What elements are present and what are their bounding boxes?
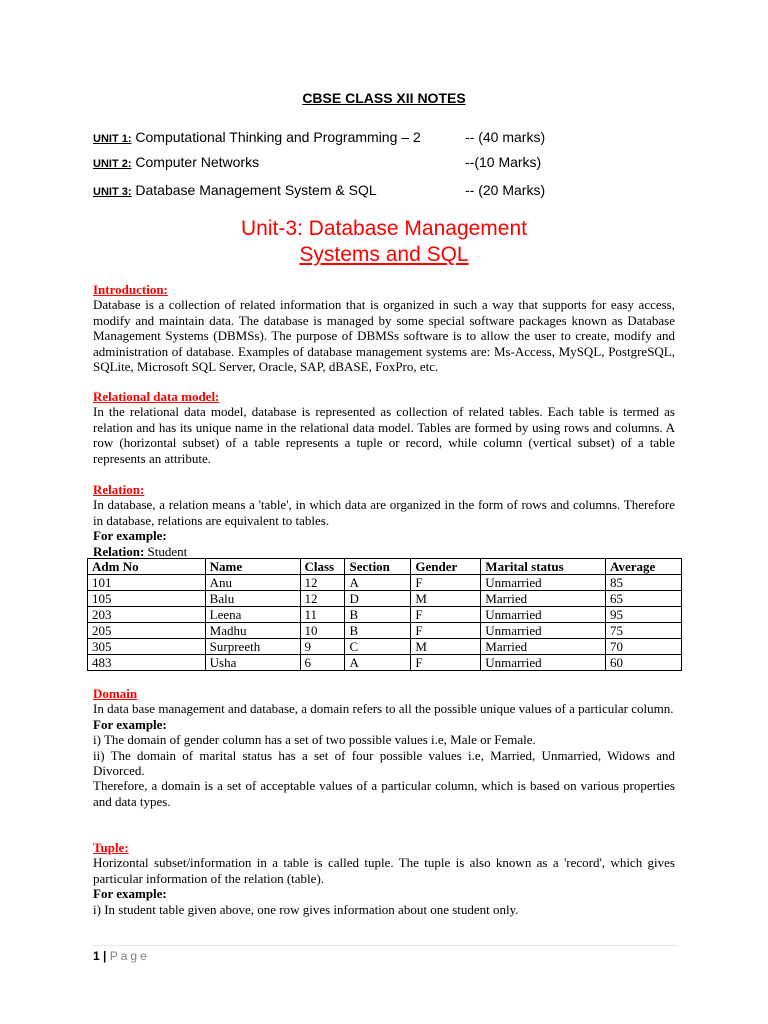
- introduction-text: Database is a collection of related information that is organized in such a way that supports for easy access, modify and maintain data. The database is managed by some special software packages known as Database Management Systems (DBMSs). The purpose of DBMSs software is to allow the user to create, modify and administration of database. Examples of database management systems are: Ms-Access, MySQL, PostgreSQL, SQLite, Microsoft SQL Server, Oracle, SAP, dBASE, FoxPro, etc.: [93, 297, 675, 375]
- page-word: Page: [109, 949, 150, 963]
- introduction-section: [93, 282, 675, 374]
- table-cell: F: [411, 607, 481, 623]
- unit-3-label: UNIT 3:: [93, 186, 132, 198]
- unit-1-row: [93, 129, 693, 145]
- unit-3-marks: -- (20 Marks): [465, 182, 546, 198]
- page-footer: [93, 949, 150, 963]
- table-cell: Surpreeth: [205, 639, 300, 655]
- table-cell: Anu: [205, 575, 300, 591]
- relation-section: [93, 482, 675, 559]
- table-cell: 11: [300, 607, 345, 623]
- student-table: [87, 558, 682, 671]
- table-cell: 60: [606, 655, 682, 671]
- table-cell: 305: [88, 639, 206, 655]
- table-cell: 6: [300, 655, 345, 671]
- table-header-cell: Section: [345, 559, 411, 575]
- relation-name: Student: [144, 543, 188, 559]
- table-cell: C: [345, 639, 411, 655]
- domain-title: Domain: [93, 686, 138, 701]
- table-cell: 75: [606, 623, 682, 639]
- table-row: [88, 575, 682, 591]
- table-cell: 70: [606, 639, 682, 655]
- tuple-example-label: For example:: [93, 886, 167, 902]
- table-row: [88, 591, 682, 607]
- table-cell: A: [345, 655, 411, 671]
- table-cell: 12: [300, 591, 345, 607]
- table-cell: 9: [300, 639, 345, 655]
- table-cell: Usha: [205, 655, 300, 671]
- table-cell: Married: [481, 591, 606, 607]
- table-row: [88, 639, 682, 655]
- table-header-cell: Class: [300, 559, 345, 575]
- document-title: CBSE CLASS XII NOTES: [302, 90, 466, 106]
- page-number: 1: [93, 949, 100, 963]
- table-cell: B: [345, 623, 411, 639]
- table-cell: B: [345, 607, 411, 623]
- table-header-cell: Name: [205, 559, 300, 575]
- table-header-cell: Gender: [411, 559, 481, 575]
- table-cell: Madhu: [205, 623, 300, 639]
- relation-name-line: [93, 544, 675, 559]
- unit-2-label: UNIT 2:: [93, 158, 132, 170]
- relational-model-section: [93, 389, 675, 466]
- table-cell: F: [411, 623, 481, 639]
- domain-conclusion: Therefore, a domain is a set of acceptable values of a particular column, which is based on various properties and data types.: [93, 778, 675, 809]
- table-header-cell: Marital status: [481, 559, 606, 575]
- table-cell: F: [411, 655, 481, 671]
- introduction-title: Introduction:: [93, 282, 168, 297]
- table-cell: 483: [88, 655, 206, 671]
- tuple-section: [93, 840, 675, 917]
- table-cell: Leena: [205, 607, 300, 623]
- table-cell: 12: [300, 575, 345, 591]
- table-cell: D: [345, 591, 411, 607]
- unit-1-title: Computational Thinking and Programming – 2: [131, 129, 421, 145]
- table-cell: 101: [88, 575, 206, 591]
- unit-2-row: [93, 154, 693, 170]
- table-row: [88, 623, 682, 639]
- table-row: [88, 607, 682, 623]
- table-cell: 203: [88, 607, 206, 623]
- unit-3-title: Database Management System & SQL: [131, 182, 377, 198]
- tuple-title: Tuple:: [93, 840, 129, 855]
- table-cell: 105: [88, 591, 206, 607]
- table-cell: Unmarried: [481, 607, 606, 623]
- table-cell: 205: [88, 623, 206, 639]
- domain-text: In data base management and database, a domain refers to all the possible unique values of a particular column.: [93, 701, 674, 717]
- table-cell: Unmarried: [481, 575, 606, 591]
- table-cell: Married: [481, 639, 606, 655]
- unit-heading: [0, 216, 768, 268]
- domain-item-1: i) The domain of gender column has a set of two possible values i.e, Male or Female.: [93, 732, 536, 748]
- relation-example-label: For example:: [93, 528, 167, 544]
- relation-title: Relation:: [93, 482, 145, 497]
- unit-1-marks: -- (40 marks): [465, 129, 546, 145]
- unit-heading-line-1: Unit-3: Database Management: [241, 217, 527, 240]
- relational-model-text: In the relational data model, database is represented as collection of related tables. Each table is termed as relation and has its unique name in the relational data model. Tables are formed by using rows and columns. A row (horizontal subset) of a table represents a tuple or record, while column (vertical subset) of a table represents an attribute.: [93, 404, 675, 466]
- tuple-text: Horizontal subset/information in a table is called tuple. The tuple is also known as a 'record', which gives particular information of the relation (table).: [93, 855, 675, 886]
- table-cell: Unmarried: [481, 655, 606, 671]
- domain-section: [93, 686, 675, 809]
- table-cell: 95: [606, 607, 682, 623]
- table-cell: M: [411, 591, 481, 607]
- table-header-cell: Average: [606, 559, 682, 575]
- unit-2-title: Computer Networks: [131, 154, 260, 170]
- table-cell: Unmarried: [481, 623, 606, 639]
- table-cell: M: [411, 639, 481, 655]
- unit-1-label: UNIT 1:: [93, 133, 132, 145]
- table-cell: F: [411, 575, 481, 591]
- unit-3-row: [93, 182, 693, 198]
- tuple-item-1: i) In student table given above, one row gives information about one student only.: [93, 901, 519, 917]
- table-cell: Balu: [205, 591, 300, 607]
- relation-label: Relation:: [93, 543, 145, 559]
- unit-heading-line-2: Systems and SQL: [299, 243, 469, 266]
- footer-divider: [93, 945, 678, 946]
- table-header-row: [88, 559, 682, 575]
- table-cell: A: [345, 575, 411, 591]
- relation-text: In database, a relation means a 'table', in which data are organized in the form of rows and columns. Therefore in database, relations are equivalent to tables.: [93, 497, 675, 528]
- unit-2-marks: --(10 Marks): [465, 154, 542, 170]
- table-cell: 65: [606, 591, 682, 607]
- table-row: [88, 655, 682, 671]
- domain-example-label: For example:: [93, 716, 167, 732]
- domain-item-2: ii) The domain of marital status has a set of four possible values i.e, Married, Unmarried, Widows and Divorced.: [93, 747, 675, 779]
- table-cell: 85: [606, 575, 682, 591]
- footer-separator: |: [99, 949, 110, 963]
- table-header-cell: Adm No: [88, 559, 206, 575]
- relational-model-title: Relational data model:: [93, 389, 220, 404]
- table-cell: 10: [300, 623, 345, 639]
